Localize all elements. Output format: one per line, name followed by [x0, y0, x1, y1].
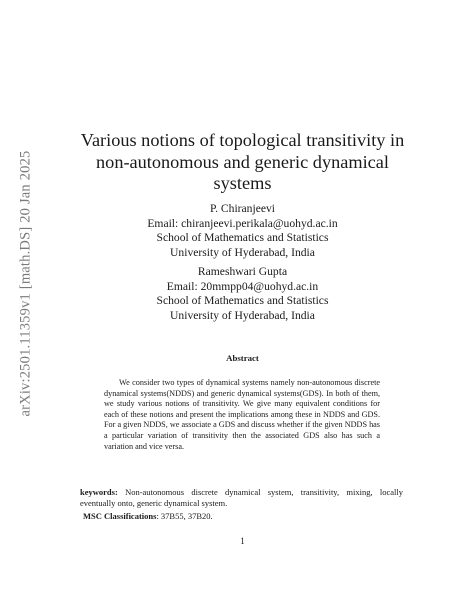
author-department: School of Mathematics and Statistics	[156, 231, 329, 245]
author-name: Rameshwari Gupta	[197, 265, 288, 278]
author-email: Email: 20mmpp04@uohyd.ac.in	[166, 279, 319, 293]
author-name: P. Chiranjeevi	[209, 202, 276, 215]
title-line-3: systems	[213, 173, 272, 193]
msc-label: MSC Classifications	[83, 511, 157, 521]
arxiv-identifier-stamp	[16, 138, 36, 428]
author-institution: University of Hyderabad, India	[170, 308, 315, 322]
author-block-2	[60, 265, 425, 323]
abstract-text: We consider two types of dynamical systems namely non-autonomous discrete dynamical systems(NDDS) and generic dynamical systems(GDS). In both of them, we study various notions of transitivity. We give many equivalent conditions for each of these notions and present the implications among these in NDDS and GDS. For a given NDDS, we associate a GDS and discuss whether if the given NDDS has a particular variation of transitivity then the associated GDS also has such a variation and vice versa.	[104, 378, 380, 451]
title-line-2: non-autonomous and generic dynamical	[96, 151, 389, 172]
msc-codes: : 37B55, 37B20.	[156, 511, 213, 521]
abstract-heading: Abstract	[226, 353, 259, 363]
msc-classifications	[80, 511, 406, 522]
keywords-paragraph	[80, 487, 403, 510]
page-number: 1	[240, 536, 245, 546]
keywords-text: Non-autonomous discrete dynamical system, transitivity, mixing, locally eventually onto, generic dynamical system.	[80, 487, 404, 509]
author-department: School of Mathematics and Statistics	[156, 294, 329, 308]
author-block-1	[60, 202, 425, 260]
title-line-1: Various notions of topological transitivity in	[80, 130, 405, 150]
paper-title	[60, 130, 425, 195]
arxiv-identifier-text: arXiv:2501.11359v1 [math.DS] 20 Jan 2025	[17, 149, 34, 417]
author-institution: University of Hyderabad, India	[170, 245, 315, 259]
author-email: Email: chiranjeevi.perikala@uohyd.ac.in	[147, 216, 338, 230]
keywords-label: keywords:	[80, 487, 118, 497]
